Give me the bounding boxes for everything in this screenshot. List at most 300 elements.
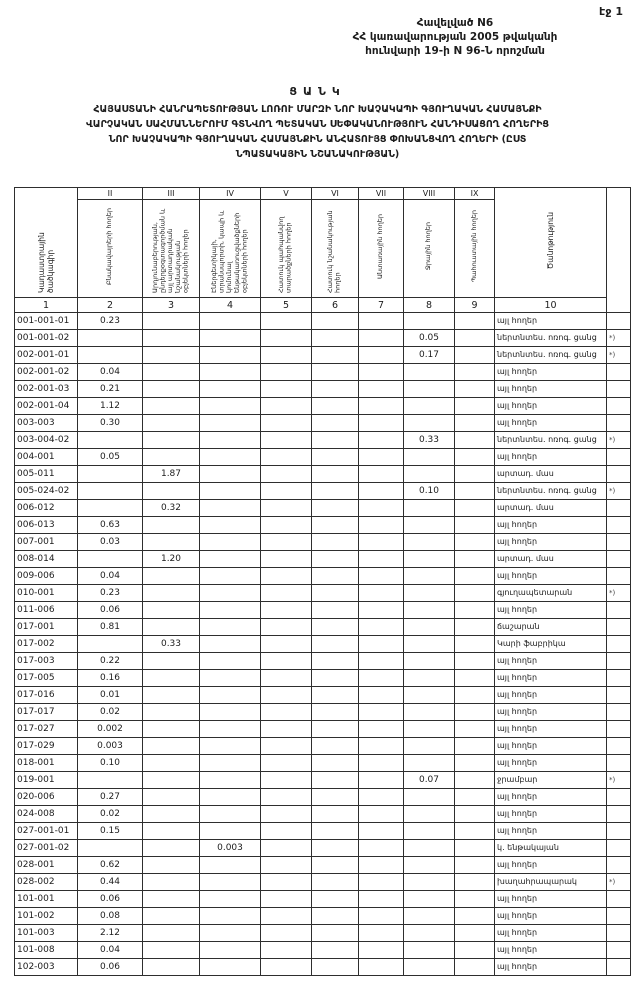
cell-area-value	[404, 840, 455, 857]
cell-area-value	[455, 789, 495, 806]
column-header-settlement-lands	[78, 200, 143, 298]
cell-area-value	[455, 551, 495, 568]
cell-area-value	[143, 398, 200, 415]
footnote-mark	[607, 381, 631, 398]
cell-area-value	[359, 687, 404, 704]
table-row	[15, 483, 631, 500]
cell-area-value	[359, 330, 404, 347]
cell-area-value: 0.23	[78, 585, 143, 602]
cell-area-value	[312, 755, 359, 772]
cell-area-value: 0.15	[78, 823, 143, 840]
cell-area-value	[143, 942, 200, 959]
cell-remark: այլ հողեր	[495, 908, 607, 925]
column-roman: VII	[359, 188, 404, 200]
cell-area-value	[455, 704, 495, 721]
footnote-mark	[607, 670, 631, 687]
cell-area-value	[359, 857, 404, 874]
cell-area-value	[404, 874, 455, 891]
cell-area-value	[359, 466, 404, 483]
cell-area-value	[455, 381, 495, 398]
cell-area-value	[200, 908, 261, 925]
cell-remark: ներտնտես. ոռոգ. ցանց	[495, 483, 607, 500]
cell-cadastral-code: 007-001	[15, 534, 78, 551]
cell-remark: այլ հողեր	[495, 381, 607, 398]
column-number: 9	[455, 298, 495, 313]
cell-area-value: 1.87	[143, 466, 200, 483]
cell-cadastral-code: 011-006	[15, 602, 78, 619]
cell-area-value	[200, 789, 261, 806]
annex-reference-block	[280, 16, 630, 58]
column-roman: V	[261, 188, 312, 200]
cell-area-value	[404, 313, 455, 330]
cell-area-value	[359, 534, 404, 551]
cell-cadastral-code: 101-003	[15, 925, 78, 942]
cell-area-value	[78, 636, 143, 653]
cell-area-value	[312, 568, 359, 585]
cell-area-value	[261, 313, 312, 330]
cell-area-value	[261, 585, 312, 602]
cell-area-value: 0.30	[78, 415, 143, 432]
table-row	[15, 534, 631, 551]
cell-remark: այլ հողեր	[495, 415, 607, 432]
table-row	[15, 466, 631, 483]
footnote-column-spacer	[607, 188, 631, 313]
cell-area-value: 1.20	[143, 551, 200, 568]
cell-area-value	[261, 772, 312, 789]
table-row	[15, 347, 631, 364]
cell-area-value	[200, 449, 261, 466]
cell-area-value	[404, 806, 455, 823]
cell-area-value	[261, 381, 312, 398]
cell-area-value	[143, 755, 200, 772]
cell-area-value	[404, 619, 455, 636]
cell-cadastral-code: 101-001	[15, 891, 78, 908]
annex-line: Հավելված N6	[416, 17, 494, 29]
cell-area-value	[455, 330, 495, 347]
cell-area-value	[455, 449, 495, 466]
cell-cadastral-code: 019-001	[15, 772, 78, 789]
cell-cadastral-code: 028-001	[15, 857, 78, 874]
table-row	[15, 840, 631, 857]
column-header-label: Կադաստրային ծածկագիր	[37, 232, 55, 293]
cell-area-value	[455, 602, 495, 619]
column-header-industry-lands	[143, 200, 200, 298]
cell-area-value	[404, 857, 455, 874]
cell-area-value	[261, 636, 312, 653]
cell-area-value: 0.02	[78, 704, 143, 721]
cell-area-value	[455, 364, 495, 381]
cell-area-value	[143, 874, 200, 891]
footnote-mark	[607, 959, 631, 976]
cell-area-value	[261, 942, 312, 959]
cell-area-value	[455, 823, 495, 840]
cell-area-value	[455, 483, 495, 500]
footnote-mark	[607, 602, 631, 619]
cell-area-value	[312, 704, 359, 721]
cell-area-value: 0.05	[404, 330, 455, 347]
footnote-mark	[607, 908, 631, 925]
footnote-mark	[607, 449, 631, 466]
cell-area-value	[359, 398, 404, 415]
cell-area-value	[200, 602, 261, 619]
footnote-mark: *)	[607, 772, 631, 789]
cell-cadastral-code: 017-002	[15, 636, 78, 653]
cell-area-value	[312, 551, 359, 568]
cell-area-value	[359, 568, 404, 585]
cell-area-value	[200, 364, 261, 381]
cell-area-value	[359, 789, 404, 806]
cell-area-value	[200, 517, 261, 534]
cell-area-value	[312, 517, 359, 534]
cell-area-value	[455, 721, 495, 738]
footnote-mark	[607, 653, 631, 670]
cell-area-value	[261, 364, 312, 381]
cell-area-value: 0.33	[143, 636, 200, 653]
footnote-mark: *)	[607, 874, 631, 891]
footnote-mark: *)	[607, 585, 631, 602]
cell-area-value: 0.22	[78, 653, 143, 670]
cell-area-value	[261, 891, 312, 908]
cell-remark: այլ հողեր	[495, 704, 607, 721]
cell-area-value	[261, 755, 312, 772]
cell-area-value	[261, 517, 312, 534]
cell-cadastral-code: 002-001-03	[15, 381, 78, 398]
cell-remark: այլ հողեր	[495, 568, 607, 585]
cell-cadastral-code: 028-002	[15, 874, 78, 891]
cell-area-value	[200, 347, 261, 364]
cell-area-value	[404, 908, 455, 925]
cell-area-value	[261, 415, 312, 432]
cell-area-value	[359, 738, 404, 755]
table-row	[15, 874, 631, 891]
cell-area-value: 0.01	[78, 687, 143, 704]
cell-area-value	[455, 653, 495, 670]
cell-cadastral-code: 006-012	[15, 500, 78, 517]
footnote-mark	[607, 534, 631, 551]
cell-area-value	[143, 959, 200, 976]
cell-area-value	[312, 449, 359, 466]
cell-area-value	[261, 857, 312, 874]
cell-area-value	[261, 840, 312, 857]
cell-cadastral-code: 001-001-01	[15, 313, 78, 330]
cell-area-value	[143, 670, 200, 687]
cell-remark: ջրամբար	[495, 772, 607, 789]
cell-area-value	[200, 755, 261, 772]
cell-cadastral-code: 005-011	[15, 466, 78, 483]
cell-area-value	[143, 721, 200, 738]
cell-area-value	[312, 534, 359, 551]
footnote-mark	[607, 755, 631, 772]
cell-area-value	[404, 415, 455, 432]
cell-area-value: 0.81	[78, 619, 143, 636]
footnote-mark	[607, 789, 631, 806]
cell-cadastral-code: 101-002	[15, 908, 78, 925]
table-row	[15, 415, 631, 432]
column-roman: IV	[200, 188, 261, 200]
cell-area-value	[200, 568, 261, 585]
table-row	[15, 364, 631, 381]
cell-area-value	[312, 687, 359, 704]
cell-area-value	[455, 670, 495, 687]
cell-area-value	[455, 925, 495, 942]
title-line: ՆՊԱՏԱԿԱՅԻՆ ՆՇԱՆԱԿՈՒԹՅԱՆ)	[235, 149, 400, 160]
cell-remark: այլ հողեր	[495, 857, 607, 874]
cell-area-value	[455, 500, 495, 517]
cell-remark: այլ հողեր	[495, 602, 607, 619]
cell-remark: Կարի ֆաբրիկա	[495, 636, 607, 653]
cell-area-value	[143, 653, 200, 670]
cell-area-value: 0.06	[78, 602, 143, 619]
table-row	[15, 857, 631, 874]
cell-area-value	[312, 806, 359, 823]
column-number-row	[15, 298, 631, 313]
cell-area-value	[455, 313, 495, 330]
footnote-mark: *)	[607, 347, 631, 364]
cell-area-value	[404, 670, 455, 687]
cell-area-value	[404, 687, 455, 704]
cell-area-value	[404, 381, 455, 398]
table-row	[15, 636, 631, 653]
cell-area-value	[261, 721, 312, 738]
cell-remark: այլ հողեր	[495, 789, 607, 806]
cell-cadastral-code: 027-001-01	[15, 823, 78, 840]
cell-area-value	[312, 381, 359, 398]
cell-area-value	[359, 942, 404, 959]
cell-area-value	[455, 687, 495, 704]
cell-area-value	[200, 942, 261, 959]
cell-area-value	[455, 432, 495, 449]
cell-area-value	[261, 483, 312, 500]
cell-cadastral-code: 102-003	[15, 959, 78, 976]
cell-cadastral-code: 017-001	[15, 619, 78, 636]
cell-cadastral-code: 002-001-04	[15, 398, 78, 415]
cell-cadastral-code: 017-003	[15, 653, 78, 670]
cell-area-value	[261, 466, 312, 483]
cell-area-value	[359, 908, 404, 925]
cell-area-value	[261, 602, 312, 619]
cell-area-value	[78, 551, 143, 568]
cell-area-value	[143, 347, 200, 364]
cell-area-value	[359, 517, 404, 534]
cell-area-value	[455, 874, 495, 891]
cell-remark: այլ հողեր	[495, 398, 607, 415]
cell-area-value	[359, 636, 404, 653]
footnote-mark	[607, 551, 631, 568]
footnote-mark	[607, 568, 631, 585]
column-header-label: Էներգետիկայի, տրանսպորտի, կապի և կոմունալ ենթակառուցվածքների օբյեկտների հողեր	[210, 210, 249, 293]
cell-area-value	[455, 466, 495, 483]
table-row	[15, 806, 631, 823]
cell-cadastral-code: 003-003	[15, 415, 78, 432]
column-header-label: Պահուստային հողեր	[469, 210, 478, 283]
column-number: 3	[143, 298, 200, 313]
cell-cadastral-code: 017-027	[15, 721, 78, 738]
cell-remark: այլ հողեր	[495, 823, 607, 840]
cell-area-value	[359, 313, 404, 330]
cell-area-value: 0.44	[78, 874, 143, 891]
cell-area-value	[404, 653, 455, 670]
cell-area-value	[404, 738, 455, 755]
cell-area-value	[359, 653, 404, 670]
cell-area-value	[455, 942, 495, 959]
cell-area-value	[200, 925, 261, 942]
cell-area-value	[78, 840, 143, 857]
table-row	[15, 653, 631, 670]
cell-area-value	[404, 755, 455, 772]
cell-cadastral-code: 017-016	[15, 687, 78, 704]
column-number: 10	[495, 298, 607, 313]
cell-area-value	[143, 806, 200, 823]
cell-area-value: 0.04	[78, 942, 143, 959]
footnote-mark	[607, 857, 631, 874]
cell-area-value	[455, 772, 495, 789]
cell-area-value	[404, 959, 455, 976]
cell-area-value	[404, 449, 455, 466]
cell-area-value	[261, 874, 312, 891]
cell-area-value	[404, 568, 455, 585]
cell-area-value	[359, 806, 404, 823]
cell-area-value	[261, 432, 312, 449]
cell-area-value	[200, 483, 261, 500]
cell-cadastral-code: 001-001-02	[15, 330, 78, 347]
column-number: 1	[15, 298, 78, 313]
cell-area-value	[200, 857, 261, 874]
cell-area-value	[261, 534, 312, 551]
cell-cadastral-code: 008-014	[15, 551, 78, 568]
cell-area-value	[200, 381, 261, 398]
table-row	[15, 398, 631, 415]
table-row	[15, 721, 631, 738]
cell-area-value	[312, 959, 359, 976]
cell-area-value	[312, 925, 359, 942]
cell-area-value	[261, 330, 312, 347]
cell-area-value	[261, 568, 312, 585]
title-line: ՎԱՐՉԱԿԱՆ ՍԱՀՄԱՆՆԵՐՈՒՄ ԳՏՆՎՈՂ ՊԵՏԱԿԱՆ ՍԵՓԱԿԱՆՈՒԹՅՈՒՆ ՀԱՆԴԻՍԱՑՈՂ ՀՈՂԵՐԻՑ	[85, 119, 550, 130]
cell-area-value: 0.21	[78, 381, 143, 398]
footnote-mark	[607, 619, 631, 636]
cell-remark: այլ հողեր	[495, 721, 607, 738]
cell-area-value	[312, 347, 359, 364]
cell-area-value	[312, 670, 359, 687]
cell-cadastral-code: 009-006	[15, 568, 78, 585]
cell-area-value	[200, 687, 261, 704]
cell-cadastral-code: 010-001	[15, 585, 78, 602]
cell-area-value	[404, 500, 455, 517]
column-roman: III	[143, 188, 200, 200]
table-row	[15, 942, 631, 959]
cell-area-value	[312, 330, 359, 347]
cell-area-value	[359, 415, 404, 432]
cell-area-value	[200, 534, 261, 551]
cell-area-value: 0.04	[78, 364, 143, 381]
footnote-mark	[607, 942, 631, 959]
cell-area-value	[359, 891, 404, 908]
table-row	[15, 517, 631, 534]
cell-area-value	[143, 415, 200, 432]
cell-remark: արտադ. մաս	[495, 466, 607, 483]
column-header-label: Ծանոթություն	[546, 212, 555, 270]
cell-area-value	[312, 432, 359, 449]
cell-area-value: 0.003	[200, 840, 261, 857]
footnote-mark	[607, 721, 631, 738]
cell-area-value	[455, 806, 495, 823]
cell-area-value	[404, 534, 455, 551]
column-header-water-lands	[404, 200, 455, 298]
column-roman: IX	[455, 188, 495, 200]
cell-area-value	[261, 449, 312, 466]
cell-area-value	[200, 653, 261, 670]
cell-remark: այլ հողեր	[495, 534, 607, 551]
cell-area-value	[200, 891, 261, 908]
cell-area-value	[359, 432, 404, 449]
cell-area-value	[261, 823, 312, 840]
footnote-mark	[607, 364, 631, 381]
cell-area-value	[143, 313, 200, 330]
column-header-label: Հատուկ պահպանվող տարածքների հողեր	[277, 216, 293, 293]
cell-area-value	[143, 602, 200, 619]
cell-area-value	[312, 874, 359, 891]
footnote-mark	[607, 636, 631, 653]
column-number: 2	[78, 298, 143, 313]
cell-area-value	[312, 823, 359, 840]
footnote-mark	[607, 840, 631, 857]
cell-area-value	[261, 908, 312, 925]
cell-remark: այլ հողեր	[495, 755, 607, 772]
column-header-energy-transport-lands	[200, 200, 261, 298]
cell-area-value	[200, 330, 261, 347]
cell-remark: այլ հողեր	[495, 517, 607, 534]
cell-area-value	[455, 398, 495, 415]
cell-area-value	[455, 568, 495, 585]
footnote-mark: *)	[607, 432, 631, 449]
annex-line: ՀՀ կառավարության 2005 թվականի	[352, 31, 558, 43]
column-header-label: Ջրային հողեր	[424, 222, 433, 271]
cell-area-value	[359, 670, 404, 687]
cell-area-value: 0.003	[78, 738, 143, 755]
cell-area-value	[404, 602, 455, 619]
cell-area-value	[78, 347, 143, 364]
cell-area-value	[312, 364, 359, 381]
table-row	[15, 449, 631, 466]
table-row	[15, 585, 631, 602]
cell-area-value	[261, 500, 312, 517]
cell-area-value	[200, 585, 261, 602]
cell-area-value	[261, 687, 312, 704]
cell-cadastral-code: 002-001-02	[15, 364, 78, 381]
cell-area-value	[200, 806, 261, 823]
cell-area-value	[455, 891, 495, 908]
cell-area-value	[455, 619, 495, 636]
column-number: 4	[200, 298, 261, 313]
cell-area-value	[404, 789, 455, 806]
cell-area-value	[455, 840, 495, 857]
cell-area-value	[143, 364, 200, 381]
cell-area-value	[143, 432, 200, 449]
cell-area-value	[143, 840, 200, 857]
footnote-mark	[607, 398, 631, 415]
column-number: 6	[312, 298, 359, 313]
cell-area-value	[312, 653, 359, 670]
cell-area-value	[200, 313, 261, 330]
cell-area-value	[404, 942, 455, 959]
land-parcels-table	[14, 187, 631, 976]
cell-area-value	[404, 823, 455, 840]
cell-area-value	[312, 585, 359, 602]
cell-area-value	[312, 772, 359, 789]
cell-area-value	[312, 891, 359, 908]
cell-cadastral-code: 017-029	[15, 738, 78, 755]
cell-area-value	[200, 704, 261, 721]
